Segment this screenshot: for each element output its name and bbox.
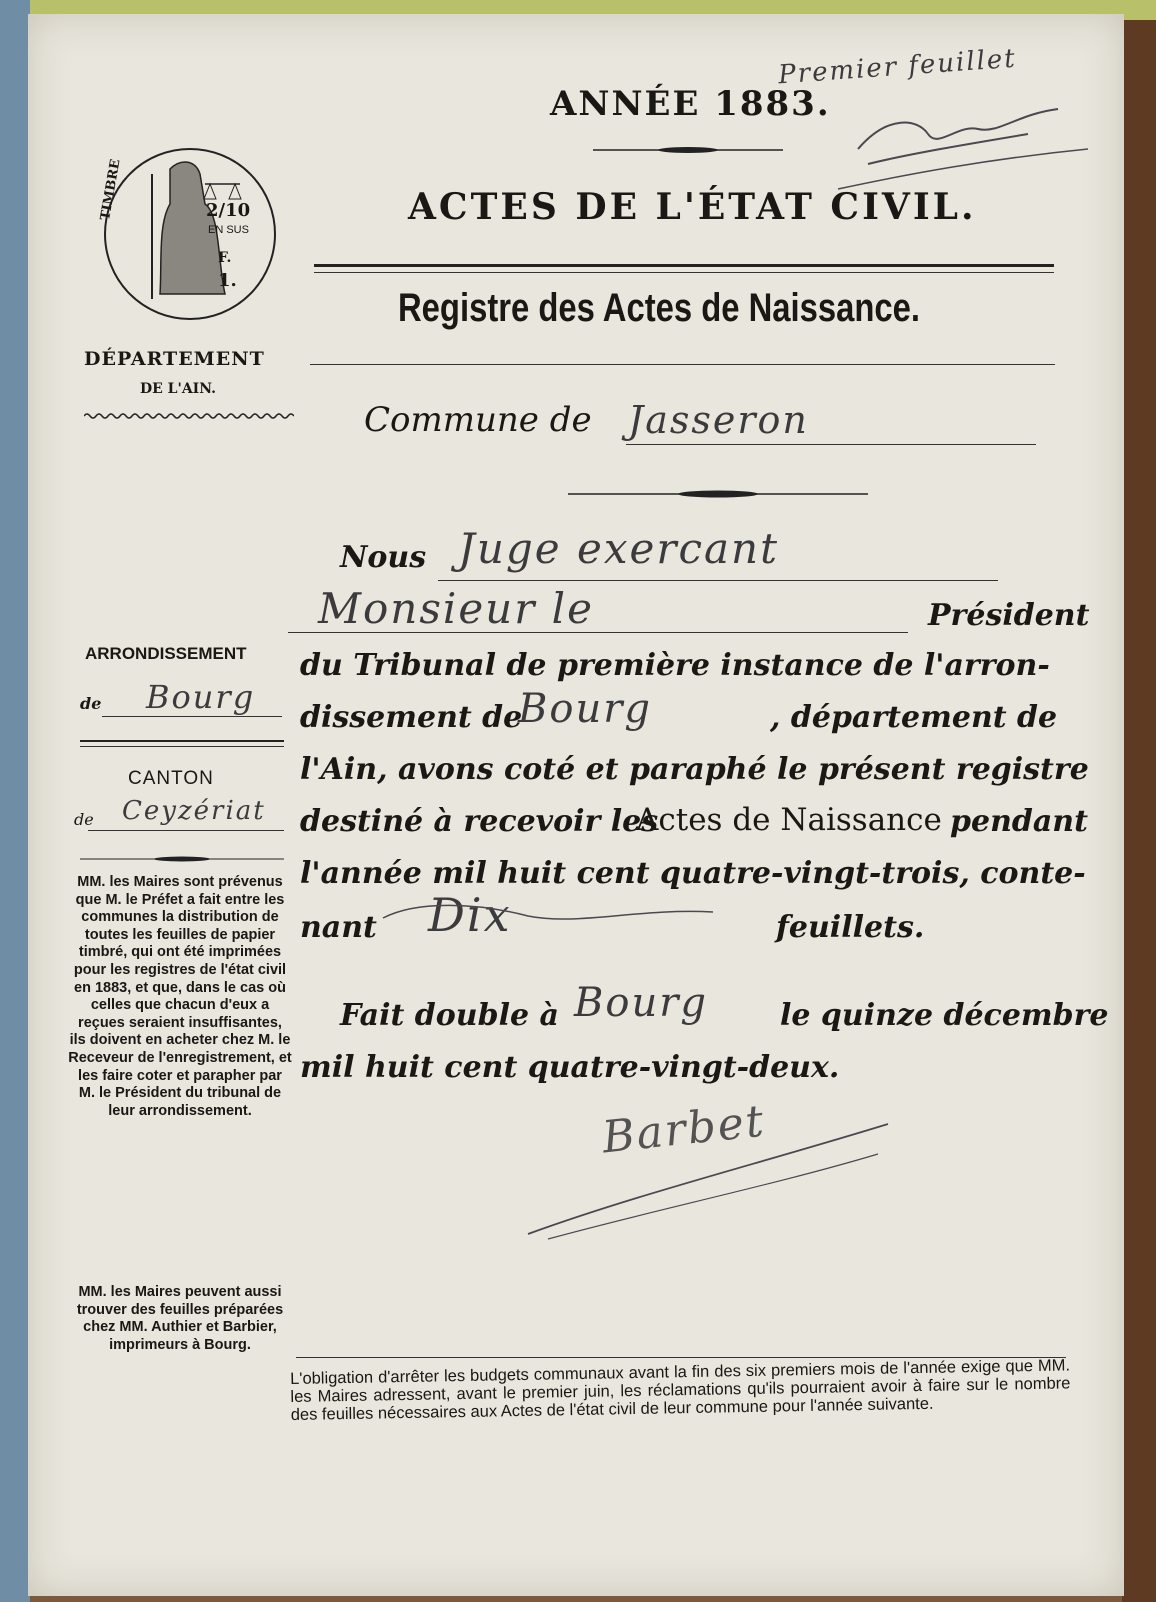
registre-title: Registre des Actes de Naissance. xyxy=(398,286,921,330)
register-page xyxy=(28,14,1124,1596)
body-line-4b: , département de xyxy=(770,700,1058,735)
arrondissement-prefix: de xyxy=(80,694,102,713)
footer-notice: L'obligation d'arrêter les budgets communaux avant la fin des six premiers mois de l'année exige que MM. les Maires adressent, avant le premier juin, les réclamations qu'ils pourraient avoir à faire sur le nombre des feuilles nécessaires aux Actes de l'état civil de leur commune pour l'année suivante. xyxy=(290,1356,1071,1424)
double-rule-top xyxy=(314,264,1054,267)
body-line-6b: Actes de Naissance xyxy=(636,802,942,838)
commune-label: Commune de xyxy=(364,400,592,440)
annotation-initials-scribble xyxy=(828,94,1098,194)
body-line-8b: feuillets. xyxy=(776,910,925,945)
body-line-3: du Tribunal de première instance de l'arron- xyxy=(300,648,1050,683)
stamp-one: 1. xyxy=(218,270,237,291)
canton-fill-line xyxy=(88,830,284,831)
side-note-timbre: MM. les Maires sont prévenus que M. le Préfet a fait entre les communes la distribution de toutes les feuilles de papier timbré, qui ont été imprimées pour les registres de l'état civil en 1883, et que, dans le cas où celles que chacun d'eux a reçues seraient insuffisantes, ils doivent en acheter chez M. le Receveur de l'enregistrement, et les faire coter et parapher par M. le Président du tribunal de leur arrondissement. xyxy=(68,874,292,1119)
annotation-premier-feuillet: Premier feuillet xyxy=(777,43,1018,91)
body-line-6c: pendant xyxy=(950,804,1088,839)
timbre-stamp xyxy=(100,144,280,324)
nous-label: Nous xyxy=(340,540,427,575)
double-rule-bottom xyxy=(314,272,1054,273)
arrondissement-fill-line xyxy=(102,716,282,717)
blue-cover-edge xyxy=(0,0,30,1602)
dix-flourish xyxy=(378,898,718,928)
leather-binding-edge xyxy=(1122,20,1156,1602)
monsieur-fill-line xyxy=(288,632,908,633)
fait-double-a: Fait double à xyxy=(340,998,559,1033)
rule-under-title xyxy=(310,364,1055,365)
nous-fill-line xyxy=(438,580,998,581)
canton-label: CANTON xyxy=(128,768,214,789)
arrondissement-rule-1 xyxy=(80,740,284,742)
body-line-8a: nant xyxy=(300,910,377,945)
canton-prefix: de xyxy=(74,810,94,829)
body-line-5: l'Ain, avons coté et paraphé le présent registre xyxy=(300,752,1089,787)
stamp-en-sus: EN SUS xyxy=(208,224,249,236)
signature-flourish xyxy=(518,1114,898,1254)
stamp-timbre-text: TIMBRE xyxy=(98,158,124,222)
arrondissement-label: ARRONDISSEMENT xyxy=(85,644,247,663)
arrondissement-value: Bourg xyxy=(146,678,256,716)
actes-title: ACTES DE L'ÉTAT CIVIL. xyxy=(408,186,977,228)
arrondissement-rule-2 xyxy=(80,746,284,747)
body-line-7: l'année mil huit cent quatre-vingt-trois, conte- xyxy=(300,856,1086,891)
hand-monsieur: Monsieur le xyxy=(318,584,594,633)
stamp-f: F. xyxy=(218,250,232,266)
stamp-price: 2/10 xyxy=(206,200,251,221)
ornament-divider-2 xyxy=(568,488,868,500)
signature: Barbet xyxy=(599,1095,768,1164)
body-line-4a: dissement de xyxy=(300,700,523,735)
canton-ornament xyxy=(80,854,284,864)
wavy-rule xyxy=(84,412,294,420)
year-heading: ANNÉE 1883. xyxy=(550,84,831,124)
body-line-10: mil huit cent quatre-vingt-deux. xyxy=(300,1050,840,1085)
side-note-imprimeurs: MM. les Maires peuvent aussi trouver des feuilles préparées chez MM. Authier et Barbier, imprimeurs à Bourg. xyxy=(76,1284,284,1353)
president-word: Président xyxy=(928,598,1090,633)
hand-dix: Dix xyxy=(428,888,512,942)
canton-value: Ceyzériat xyxy=(122,796,266,826)
hand-juge: Juge exercant xyxy=(458,524,779,573)
body-line-6a: destiné à recevoir les xyxy=(300,804,659,839)
ornament-divider xyxy=(593,144,783,156)
departement-value: DE L'AIN. xyxy=(140,381,217,397)
commune-value: Jasseron xyxy=(628,398,809,442)
hand-bourg-1: Bourg xyxy=(518,686,652,732)
fait-date: le quinze décembre xyxy=(780,998,1109,1033)
hand-bourg-2: Bourg xyxy=(574,980,708,1026)
commune-fill-line xyxy=(626,444,1036,445)
departement-label: DÉPARTEMENT xyxy=(84,348,265,370)
